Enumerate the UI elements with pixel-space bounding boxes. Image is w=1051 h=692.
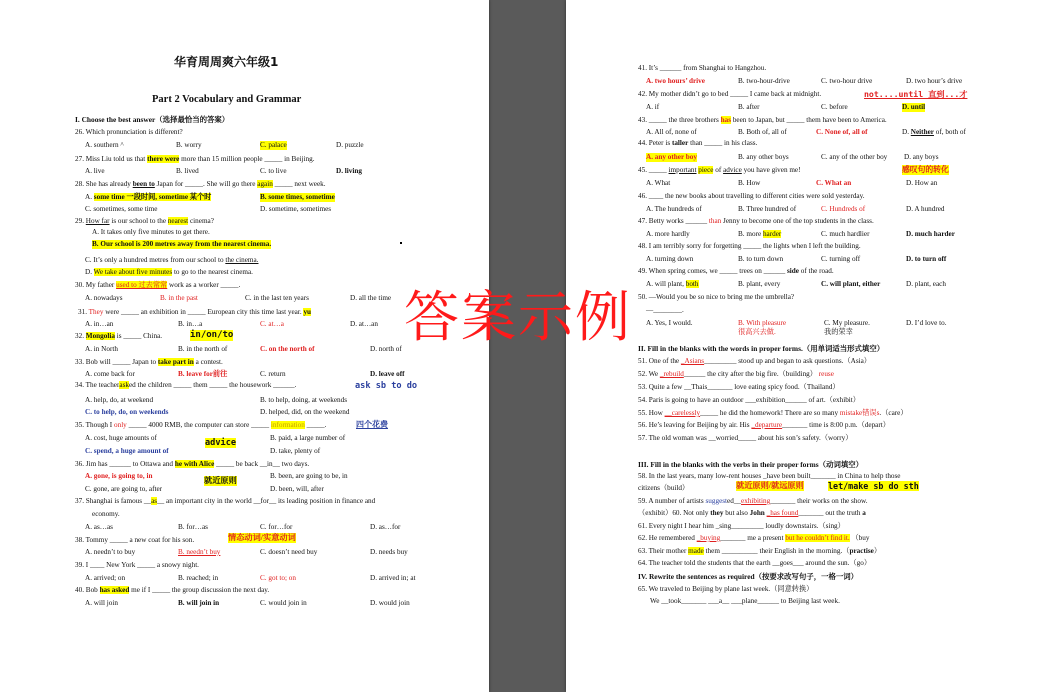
- part-title: Part 2 Vocabulary and Grammar: [152, 94, 302, 105]
- q52: 52. We _rebuild______ the city after the big fire.（building） reuse: [638, 370, 834, 378]
- q35-option-d: D. take, plenty of: [270, 447, 321, 455]
- q28-option-b: B. some times, sometime: [260, 193, 335, 201]
- q37-stem-cont: economy.: [92, 510, 120, 518]
- q28-stem: 28. She has already been to Japan for _____. She will go there again _____ next week.: [75, 180, 326, 188]
- q40-option-c: C. would join in: [260, 599, 307, 607]
- q50-option-c-note: 我的荣幸: [824, 328, 853, 336]
- q40-stem: 40. Bob has asked me if I _____ the group discussion the next day.: [75, 586, 270, 594]
- q38-option-b: B. needn’t buy: [178, 548, 221, 556]
- q33-option-c: C. return: [260, 370, 286, 378]
- q47-option-c: C. much hardlier: [821, 230, 870, 238]
- q48-stem: 48. I am terribly sorry for forgetting _____ the lights when I left the building.: [638, 242, 861, 250]
- q42-note: not....until 直到...才: [864, 89, 968, 99]
- q30-option-b: B. in the past: [160, 294, 198, 302]
- q28-option-c: C. sometimes, some time: [85, 205, 158, 213]
- q44-option-c: C. any of the other boy: [821, 153, 888, 161]
- q44-stem: 44. Peter is taller than _____ in his class.: [638, 139, 758, 147]
- q34-stem: 34. The teacherasked the children _____ them _____ the housework ______.: [75, 381, 297, 389]
- q35-option-b: B. paid, a large number of: [270, 434, 346, 442]
- q35-option-a: A. cost, huge amounts of: [85, 434, 157, 442]
- q30-option-a: A. nowadays: [85, 294, 123, 302]
- q41-option-a: A. two hours’ drive: [646, 77, 705, 85]
- section-3-heading: III. Fill in the blanks with the verbs in their proper forms（动词填空）: [638, 460, 864, 469]
- q31-option-b: B. in…a: [178, 320, 203, 328]
- q46-option-d: D. A hundred: [906, 205, 945, 213]
- q49-option-c: C. will plant, either: [821, 280, 881, 288]
- q38-option-c: C. doesn’t need buy: [260, 548, 318, 556]
- q45-note: 感叹句的转化: [902, 165, 949, 174]
- q30-stem: 30. My father used to 过去常常 work as a worker _____.: [75, 281, 241, 289]
- q32-note: in/on/to: [190, 330, 234, 340]
- q50-option-c: C. My pleasure.: [824, 319, 870, 327]
- q59: 59. A number of artists suggested__exhibiting_______ their works on the show.: [638, 497, 868, 505]
- q27-option-a: A. live: [85, 167, 105, 175]
- q28-option-a: A. some time 一段时间, sometime 某个时: [85, 193, 212, 201]
- q41-option-b: B. two-hour-drive: [738, 77, 790, 85]
- q38-option-d: D. needs buy: [370, 548, 408, 556]
- q63: 63. Their mother made them __________ their English in the morning.（practise）: [638, 547, 882, 555]
- q31-stem: 31. They were _____ an exhibition in _____ European city this time last year. yu: [78, 308, 312, 316]
- q61: 61. Every night I hear him _sing_________ loudly downstairs.（sing）: [638, 522, 845, 530]
- q50-option-b: B. With pleasure: [738, 319, 787, 327]
- q39-stem: 39. I ____ New York _____ a snowy night.: [75, 561, 199, 569]
- q27-stem: 27. Miss Liu told us that there were more than 15 million people _____ in Beijing.: [75, 155, 315, 163]
- q31-option-c: C. at…a: [260, 320, 284, 328]
- q29-option-a: A. It takes only five minutes to get there.: [92, 228, 210, 236]
- section-1-heading: I. Choose the best answer（选择最恰当的答案）: [75, 115, 230, 124]
- q33-option-d: D. leave off: [370, 370, 405, 378]
- q43-option-b: B. Both of, all of: [738, 128, 787, 136]
- section-4-heading: IV. Rewrite the sentences as required（按要求改写句子，一格一词）: [638, 572, 859, 581]
- q47-stem: 47. Betty works ______ than Jenny to become one of the top students in the class.: [638, 217, 874, 225]
- q43-option-d: D. Neither of, both of: [902, 128, 966, 136]
- q48-option-b: B. to turn down: [738, 255, 784, 263]
- q43-option-c: C. None of, all of: [816, 128, 868, 136]
- q45-stem: 45. _____ important piece of advice you have given me!: [638, 166, 801, 174]
- answer-sample-watermark: 答案示例: [404, 285, 633, 349]
- q62: 62. He remembered _buying_______ me a present but he couldn’t find it. （buy: [638, 534, 870, 542]
- q32-option-d: D. north of: [370, 345, 402, 353]
- q45-option-b: B. How: [738, 179, 761, 187]
- q46-option-a: A. The hundreds of: [646, 205, 702, 213]
- q39-option-d: D. arrived in; at: [370, 574, 416, 582]
- q26-stem: 26. Which pronunciation is different?: [75, 128, 183, 136]
- q65-answer: We __took_______ ___a__ ___plane______ to Beijing last week.: [650, 597, 840, 605]
- q41-option-c: C. two-hour drive: [821, 77, 873, 85]
- q49-option-b: B. plant, every: [738, 280, 781, 288]
- q56: 56. He’s leaving for Beijing by air. His _departure_______ time is 8:00 p.m.（depart）: [638, 421, 890, 429]
- q42-option-b: B. after: [738, 103, 760, 111]
- q41-option-d: D. two hour’s drive: [906, 77, 963, 85]
- doc-title: 华育周周爽六年级1: [174, 55, 279, 69]
- q40-option-d: D. would join: [370, 599, 410, 607]
- q49-option-a: A. will plant, both: [646, 280, 699, 288]
- q29-option-c: C. It’s only a hundred metres from our school to the cinema.: [85, 256, 259, 264]
- q40-option-a: A. will join: [85, 599, 118, 607]
- q33-option-b: B. leave for前往: [178, 370, 228, 378]
- q38-option-a: A. needn’t to buy: [85, 548, 136, 556]
- q37-option-a: A. as…as: [85, 523, 113, 531]
- q32-option-b: B. in the north of: [178, 345, 228, 353]
- q27-option-c: C. to live: [260, 167, 287, 175]
- q44-option-b: B. any other boys: [738, 153, 789, 161]
- q42-option-d: D. until: [902, 103, 926, 111]
- q58-cont: citizens（build）: [638, 484, 690, 492]
- q49-stem: 49. When spring comes, we _____ trees on ______ side of the road.: [638, 267, 834, 275]
- q33-stem: 33. Bob will _____ Japan to take part in a contest.: [75, 358, 223, 366]
- q35-stem: 35. Though I only _____ 4000 RMB, the computer can store _____ information _____.: [75, 421, 327, 429]
- q29-option-d: D. We take about five minutes to go to the nearest cinema.: [85, 268, 253, 276]
- q58: 58. In the last years, many low-rent houses _have been built_______ in China to help those: [638, 472, 901, 480]
- q50-stem: 50. —Would you be so nice to bring me the umbrella?: [638, 293, 795, 301]
- q41-stem: 41. It’s ______ from Shanghai to Hangzhou.: [638, 64, 767, 72]
- q37-option-d: D. as…for: [370, 523, 401, 531]
- q30-option-d: D. all the time: [350, 294, 392, 302]
- q46-option-b: B. Three hundred of: [738, 205, 797, 213]
- q32-stem: 32. Mongolia is _____ China.: [75, 332, 163, 340]
- q34-option-b: B. to help, doing, at weekends: [260, 396, 348, 404]
- q50-stem-reply: —________.: [646, 306, 684, 314]
- q26-option-d: D. puzzle: [336, 141, 364, 149]
- q38-note: 情态动词/实意动词: [228, 533, 296, 542]
- q45-option-c: C. What an: [816, 179, 852, 187]
- q49-option-d: D. plant, each: [906, 280, 946, 288]
- stray-dot: [400, 242, 402, 244]
- q48-option-a: A. turning down: [646, 255, 694, 263]
- q26-option-c: C. palace: [260, 141, 287, 149]
- q34-option-d: D. helped, did, on the weekend: [260, 408, 350, 416]
- q31-option-a: A. in…an: [85, 320, 114, 328]
- q46-stem: 46. ____ the new books about travelling to different cities were sold yesterday.: [638, 192, 865, 200]
- q45-option-a: A. What: [646, 179, 671, 187]
- q29-stem: 29. How far is our school to the nearest cinema?: [75, 217, 214, 225]
- q64: 64. The teacher told the students that the earth __goes___ around the sun.（go）: [638, 559, 872, 567]
- q27-option-d: D. living: [336, 167, 362, 175]
- q36-option-b: B. been, are going to be, in: [270, 472, 348, 480]
- q50-option-a: A. Yes, I would.: [646, 319, 693, 327]
- q34-note: ask sb to do: [355, 381, 418, 391]
- q44-option-d: D. any boys: [904, 153, 939, 161]
- q55: 55. How __carelessly_____ he did the homework! There are so many mistake错误s.（care）: [638, 409, 908, 417]
- q48-option-d: D. to turn off: [906, 255, 947, 263]
- q46-option-c: C. Hundreds of: [821, 205, 866, 213]
- q36-note: 就近原则: [204, 476, 237, 485]
- q36-option-d: D. been, will, after: [270, 485, 324, 493]
- q37-option-c: C. for…for: [260, 523, 293, 531]
- q47-option-a: A. more hardly: [646, 230, 690, 238]
- q29-option-b: B. Our school is 200 metres away from the nearest cinema.: [92, 240, 272, 248]
- q65: 65. We traveled to Beijing by plane last week.（同意转换）: [638, 585, 814, 593]
- q32-option-c: C. on the north of: [260, 345, 315, 353]
- q58-note-2: let/make sb do sth: [828, 481, 919, 491]
- q57: 57. The old woman was __worried_____ about his son’s safety.（worry）: [638, 434, 853, 442]
- q42-option-a: A. if: [646, 103, 660, 111]
- q58-note: 就近原则/就远原则: [736, 481, 804, 490]
- section-2-heading: II. Fill in the blanks with the words in proper forms.（用单词适当形式填空）: [638, 344, 885, 353]
- q47-option-b: B. more harder: [738, 230, 782, 238]
- q35-note: 四个花费: [356, 420, 388, 429]
- q40-option-b: B. will join in: [178, 599, 220, 607]
- q38-stem: 38. Tommy _____ a new coat for his son.: [75, 536, 195, 544]
- q35-option-c: C. spend, a huge amount of: [85, 447, 169, 455]
- q45-option-d: D. How an: [906, 179, 938, 187]
- q34-option-a: A. help, do, at weekend: [85, 396, 154, 404]
- q35-note-advice: advice: [205, 438, 237, 448]
- q44-option-a: A. any other boy: [646, 153, 697, 161]
- q26-option-a: A. southern ^: [85, 141, 124, 149]
- q26-option-b: B. worry: [176, 141, 202, 149]
- q30-option-c: C. in the last ten years: [245, 294, 309, 302]
- q53: 53. Quite a few __Thais_______ love eating spicy food.（Thailand）: [638, 383, 840, 391]
- q36-option-c: C. gone, are going to, after: [85, 485, 163, 493]
- q27-option-b: B. lived: [176, 167, 199, 175]
- q43-option-a: A. All of, none of: [646, 128, 697, 136]
- q34-option-c: C. to help, do, on weekends: [85, 408, 169, 416]
- q36-stem: 36. Jim has ______ to Ottawa and he with Alice _____ be back __in__ two days.: [75, 460, 310, 468]
- q32-option-a: A. in North: [85, 345, 118, 353]
- q50-option-d: D. I’d love to.: [906, 319, 947, 327]
- q54: 54. Paris is going to have an outdoor ___exhibition______ of art.（exhibit）: [638, 396, 860, 404]
- q36-option-a: A. gone, is going to, in: [85, 472, 153, 480]
- q33-option-a: A. come back for: [85, 370, 135, 378]
- q50-option-b-note: 很高兴去做.: [738, 328, 776, 336]
- q31-option-d: D. at…an: [350, 320, 378, 328]
- q51: 51. One of the _Asians_________ stood up and began to ask questions.（Asia）: [638, 357, 871, 365]
- q48-option-c: C. turning off: [821, 255, 861, 263]
- q37-option-b: B. for…as: [178, 523, 208, 531]
- q39-option-c: C. got to; on: [260, 574, 296, 582]
- q43-stem: 43. _____ the three brothers has been to Japan, but _____ them have been to America.: [638, 116, 887, 124]
- q37-stem: 37. Shanghai is famous __as__ an important city in the world __for__ its leading position in finance and: [75, 497, 376, 505]
- q42-option-c: C. before: [821, 103, 848, 111]
- q28-option-d: D. sometime, sometimes: [260, 205, 332, 213]
- q42-stem: 42. My mother didn’t go to bed _____ I came back at midnight.: [638, 90, 822, 98]
- q39-option-b: B. reached; in: [178, 574, 219, 582]
- q47-option-d: D. much harder: [906, 230, 955, 238]
- q60: （exhibit）60. Not only they but also John _has found_______ out the truth a: [638, 509, 866, 517]
- q39-option-a: A. arrived; on: [85, 574, 126, 582]
